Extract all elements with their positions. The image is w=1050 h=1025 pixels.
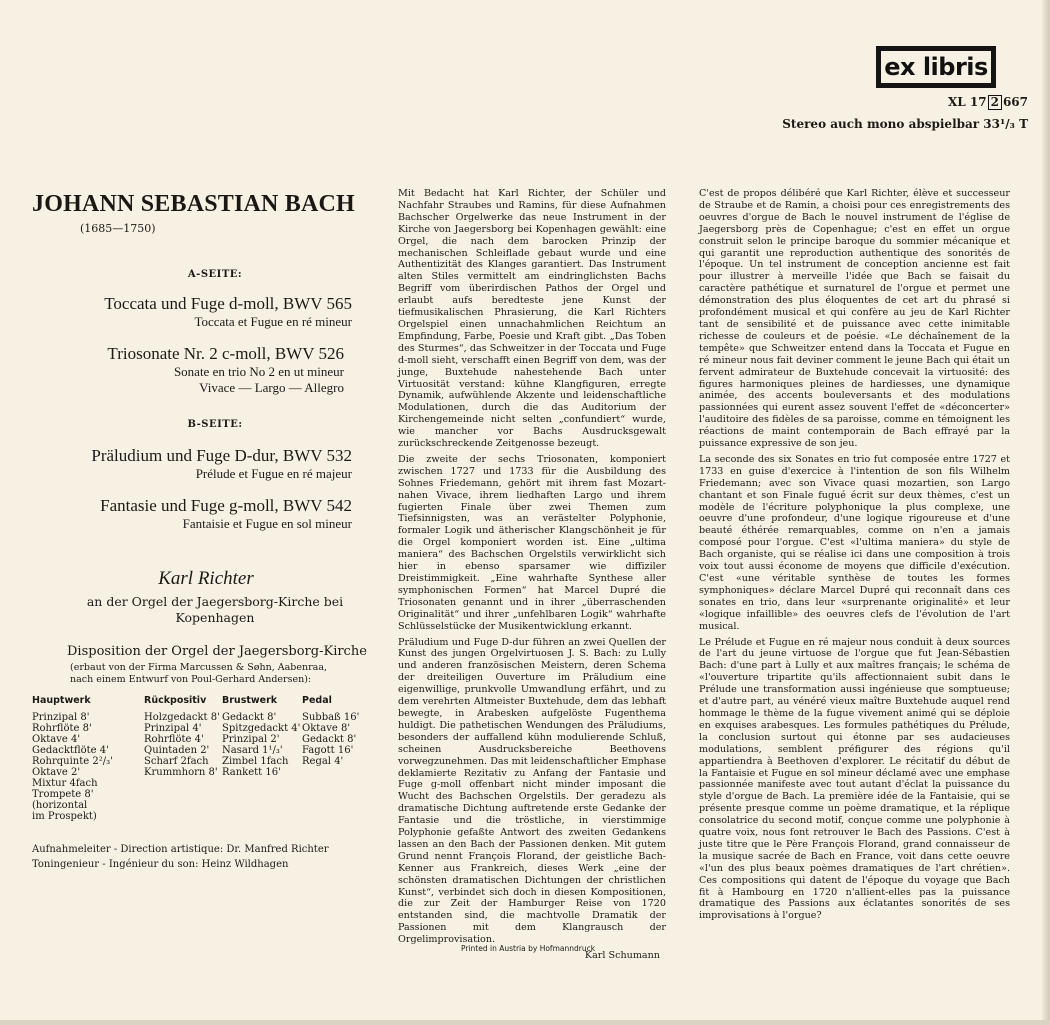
stop-item: Oktave 2' — [32, 767, 81, 778]
sleeve-edge-right — [1042, 0, 1050, 1025]
stop-item: Rankett 16' — [222, 767, 281, 778]
work-movements: Vivace — Largo — Allegro — [199, 380, 344, 395]
stop-item: Gedackt 8' — [302, 734, 357, 745]
stop-item: Zimbel 1fach — [222, 756, 289, 767]
work-1 — [32, 294, 352, 330]
performer-name: Karl Richter — [158, 568, 254, 589]
stop-item: Oktave 8' — [302, 723, 351, 734]
work-title: Toccata und Fuge d-moll, BWV 565 — [104, 294, 352, 313]
composer-dates: (1685—1750) — [80, 222, 156, 235]
printer-credit: Printed in Austria by Hofmanndruck — [461, 944, 596, 953]
stop-item: Prinzipal 8' — [32, 712, 90, 723]
french-liner-notes — [699, 188, 1010, 926]
stops-column-pedal — [302, 695, 359, 767]
performer-desc-line: an der Orgel der Jaegersborg-Kirche bei — [86, 594, 344, 609]
stop-item: Spitzgedackt 4' — [222, 723, 301, 734]
work-title: Fantasie und Fuge g-moll, BWV 542 — [100, 496, 352, 515]
disposition-note-line: (erbaut von der Firma Marcussen & Søhn, Aabenraa, — [70, 662, 328, 673]
stops-column-hauptwerk — [32, 695, 113, 822]
stop-item: Rohrflöte 4' — [144, 734, 204, 745]
work-title: Triosonate Nr. 2 c-moll, BWV 526 — [107, 344, 344, 363]
work-3 — [32, 446, 352, 482]
credit-line: Aufnahmeleiter - Direction artistique: Dr. Manfred Richter — [32, 844, 329, 855]
stops-column-rueckpositiv — [144, 695, 220, 778]
stop-item: Holzgedackt 8' — [144, 712, 220, 723]
side-b-label: B-SEITE: — [187, 419, 243, 430]
french-paragraph: Le Prélude et Fugue en ré majeur nous conduit à deux sources de l'art du jeune virtuose de l'orgue que fut Jean-Sébastien Bach: d'une part à Lully et aux maîtres français; le schéma de «l'ouverture tripartite qu'ils affectionnaient subit dans le Prélude une transformation aussi ingénieuse que somptueuse; et d'autre part, au vénéré vieux maître Buxtehude auquel rend hommage le thème de la fugue vivement animé qui se déploie en exquises arabesques. Les formules pathétiques du Prélude, la conclusion surtout qui étonne par ses audacieuses modulations, semblent préfigurer des régions qu'il appartiendra à Beethoven d'explorer. Le récitatif du début de la Fantaisie et Fugue en sol mineur déclamé avec une emphase passionnée manifeste avec tout autant d'éclat la puissance du style d'orgue de Bach. La première idée de la Fantaisie, qui se présente presque comme un poème dramatique, et la réplique consolatrice du second motif, conçue comme une polyphonie à quatre voix, nous font retrouver le Bach des Passions. C'est à juste titre que le Père François Florand, grand connaisseur de la musique sacrée de Bach en France, voit dans cette oeuvre «l'un des plus beaux poèmes dramatiques de l'art chrétien». Ces compositions qui datent de l'époque du voyage que Bach fit à Hambourg en 1720 n'allient-elles pas la puissance dramatique des Passions aux éclatantes sonorités de ses improvisations à l'orgue? — [699, 636, 1010, 922]
stop-item: Subbaß 16' — [302, 712, 360, 723]
stops-column-head: Rückpositiv — [144, 695, 207, 706]
stops-column-head: Brustwerk — [222, 695, 278, 706]
work-title: Präludium und Fuge D-dur, BWV 532 — [91, 446, 352, 465]
stop-item: Trompete 8' — [32, 789, 94, 800]
stop-item: Prinzipal 2' — [222, 734, 280, 745]
german-paragraph: Mit Bedacht hat Karl Richter, der Schüler und Nachfahr Straubes und Ramins, für diese Aufnahmen Bachscher Orgelwerke das neue Instrument in der Kirche von Jaegersborg bei Kopenhagen gewählt: eine Orgel, die nach dem barocken Prinzip der mechanischen Schleiflade gebaut wurde und eine Authentizität des Klanges garantiert. Das Instrument alten Stiles vermittelt am eindringlichsten Bachs Begriff vom überirdischen Pathos der Orgel und erlaubt aufs beredteste jene Kunst der tiefmusikalischen Phrasierung, die Karl Richters Orgelspiel einen unnachahmlichen Reichtum an Empfindung, Farbe, Poesie und Kraft gibt. „Das Toben des Sturmes“, das Schweitzer in der Toccata und Fuge d-moll sieht, verschafft einen Begriff von dem, was der junge, Buxtehude nahestehende Bach unter Virtuosität verstand: kühne Klangfiguren, erregte Dynamik, aufwühlende Akzente und leidenschaftliche Modulationen, durch die das Auditorium der Kirchengemeinde nicht selten „confundiert“ wurde, wie mancher vor Bachs Ausdrucksgewalt zurückschreckende Zeitgenosse bezeugt. — [398, 188, 666, 450]
recording-credits — [32, 842, 329, 872]
catalog-prefix: XL 17 — [947, 95, 987, 109]
sleeve-edge-bottom — [0, 1020, 1050, 1025]
catalog-number — [948, 95, 1028, 110]
stop-item: Fagott 16' — [302, 745, 354, 756]
work-subtitle: Prélude et Fugue en ré majeur — [195, 466, 352, 481]
credit-line: Toningenieur - Ingénieur du son: Heinz Wildhagen — [32, 859, 289, 870]
performer-desc-line: Kopenhagen — [175, 610, 255, 625]
catalog-suffix: 667 — [1002, 95, 1028, 109]
work-4 — [32, 496, 352, 532]
stop-item: Quintaden 2' — [144, 745, 210, 756]
stop-item: Oktave 4' — [32, 734, 81, 745]
side-a-label: A-SEITE: — [187, 269, 243, 280]
stop-item: im Prospekt) — [32, 811, 97, 822]
german-liner-notes — [398, 188, 666, 962]
work-subtitle: Fantaisie et Fugue en sol mineur — [182, 516, 352, 531]
composer-name: JOHANN SEBASTIAN BACH — [32, 191, 355, 217]
stereo-note: Stereo auch mono abspielbar 33¹/₃ T — [782, 117, 1028, 131]
stop-item: Mixtur 4fach — [32, 778, 98, 789]
stop-item: Gedackt 8' — [222, 712, 277, 723]
stop-item: (horizontal — [32, 800, 88, 811]
stop-item: Regal 4' — [302, 756, 344, 767]
ex-libris-logo — [876, 46, 996, 88]
track-listing-column — [32, 190, 372, 686]
work-subtitle: Sonate en trio No 2 en ut mineur — [173, 364, 344, 379]
organ-stops-table — [32, 695, 372, 822]
stops-column-head: Hauptwerk — [32, 695, 91, 706]
author-signature: Karl Schumann — [584, 950, 660, 962]
stop-item: Gedacktflöte 4' — [32, 745, 109, 756]
work-2 — [32, 344, 344, 396]
stop-item: Krummhorn 8' — [144, 767, 218, 778]
stop-item: Prinzipal 4' — [144, 723, 202, 734]
stop-item: Scharf 2fach — [144, 756, 209, 767]
french-paragraph: La seconde des six Sonates en trio fut composée entre 1727 et 1733 en guise d'exercice à l'intention de son fils Wilhelm Friedemann; avec son Vivace quasi mozartien, son Largo chantant et son Finale fugué écrit sur deux thèmes, c'est un modèle de l'écriture polyphonique la plus complexe, une oeuvre d'une profondeur, d'une logique rigoureuse et d'une beauté éthérée remarquables, comme on n'en a jamais composé pour l'orgue. C'est «l'ultima maniera» du style de Bach organiste, qui se réalise ici dans une composition à trois voix tout aussi économe de moyens que difficile d'exécution. C'est «une véritable synthèse de toutes les formes symphoniques» déclare Marcel Dupré qui reconnaît dans ces sonates en trio, dans leur «surprenante originalité» et leur «logique infaillible» des oeuvres clefs de l'évolution de l'art musical. — [699, 453, 1010, 632]
catalog-boxed-digit: 2 — [988, 95, 1002, 110]
disposition-note-line: nach einem Entwurf von Poul-Gerhard Andersen): — [70, 674, 312, 685]
stop-item: Nasard 1¹/₃' — [222, 745, 283, 756]
french-paragraph: C'est de propos délibéré que Karl Richter, élève et successeur de Straube et de Ramin, a choisi pour ces enregistrements des oeuvres d'orgue de Bach le nouvel instrument de l'église de Jaegersborg près de Copenhague; c'est en effet un orgue construit selon le principe baroque du sommier mécanique et qui garantit une reproduction authentique des sonorités de l'époque. Un tel instrument de conception ancienne est fait pour illustrer à merveille l'idée que Bach se faisait du caractère pathétique et surnaturel de l'orgue et permet une démonstration des plus éloquentes de cet art du phrasé si profondément musical et qui confère au jeu de Karl Richter tant de sensibilité et de puissance avec cette inimitable richesse de couleurs et de poésie. «Le déchaînement de la tempête» que Schweitzer entend dans la Toccata et Fugue en ré mineur nous fait deviner comment le jeune Bach qui était un fervent admirateur de Buxtehude concevait la virtuosité: des figures harmoniques pleines de hardiesses, une dynamique animée, des accents bouleversants et des modulations passionnées qui eurent assez souvent l'effet de «déconcerter» l'auditoire des fidèles de sa paroisse, comme en témoignent les réactions de maint contemporain de Bach effrayé par la puissance expressive de son jeu. — [699, 188, 1010, 450]
stop-item: Rohrquinte 2²/₃' — [32, 756, 113, 767]
stops-column-head: Pedal — [302, 695, 332, 706]
german-paragraph: Die zweite der sechs Triosonaten, komponiert zwischen 1727 und 1733 für die Ausbildung des Sohnes Friedemann, gehört mit ihrem fast Mozart-nahen Vivace, ihrem liedhaften Largo und ihrem fugierten Finale über zwei Themen zum Tiefsinnigsten, was an verästelter Polyphonie, formaler Logik und ätherischer Klangschönheit je für die Orgel komponiert worden ist. Eine „ultima maniera“ des Bachschen Orgelstils verwirklicht sich hier in ebenso sparsamer wie diffiziler Dreistimmigkeit. „Eine wahrhafte Synthese aller symphonischen Formen“ hat Marcel Dupré die Triosonaten genannt und in ihrer „überraschenden Originalität“ und ihrer „unfehlbaren Logik“ wahrhafte Schlüsselstücke der Musikentwicklung erkannt. — [398, 453, 666, 632]
logo-text: ex libris — [879, 49, 993, 85]
work-subtitle: Toccata et Fugue en ré mineur — [194, 314, 352, 329]
stops-column-brustwerk — [222, 695, 300, 778]
disposition-title: Disposition der Orgel der Jaegersborg-Kirche — [67, 644, 367, 659]
stop-item: Rohrflöte 8' — [32, 723, 92, 734]
german-paragraph: Präludium und Fuge D-dur führen an zwei Quellen der Kunst des jungen Orgelvirtuosen J. S. Bach: zu Lully und anderen französischen Meistern, deren Schema der dreiteiligen Ouverture im Präludium eine eigenwillige, prunkvolle Umwandlung erfährt, und zu dem verehrten Altmeister Buxtehude, dem das lebhaft bewegte, in Arabesken aufgelöste Fugenthema huldigt. Die pathetischen Wendungen des Präludiums, besonders der auffallend kühn modulierende Schluß, scheinen Ausdrucksbereiche Beethovens vorwegzunehmen. Das mit leidenschaftlicher Emphase deklamierte Rezitativ zu Anfang der Fantasie und Fuge g-moll offenbart nicht minder imposant die Wucht des Bachschen Orgelstils. Der geradezu als dramatische Dichtung auftretende erste Gedanke der Fantasie und die tröstliche, in vierstimmige Polyphonie gefaßte Antwort des zweiten Gedankens lassen an den Bach der Passionen denken. Mit gutem Grund nennt François Florand, der geistliche Bach-Kenner aus Frankreich, dieses Werk „eine der schönsten dramatischen Dichtungen der christlichen Kunst“, verbindet sich doch in diesen Kompositionen, die zur Zeit der Hamburger Reise von 1720 entstanden sind, die machtvolle Dramatik der Passionen mit dem Klangrausch der Orgelimprovisation. — [398, 636, 666, 946]
